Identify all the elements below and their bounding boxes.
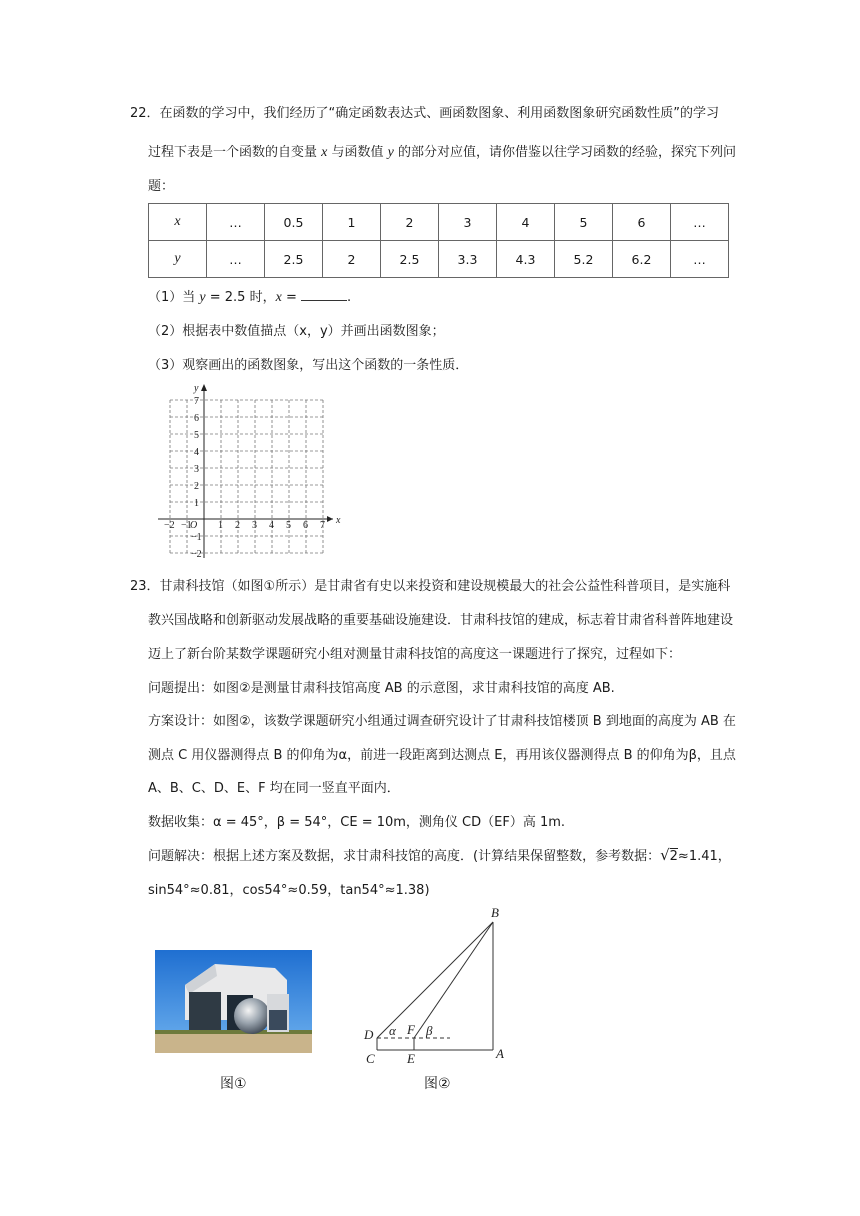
label-beta: β <box>426 1023 433 1038</box>
y-tick-label: 5 <box>194 430 199 441</box>
table-cell: 3 <box>439 204 497 241</box>
x-tick-label: 4 <box>269 520 274 531</box>
label-b: B <box>491 905 499 920</box>
q22-sub-3: （3）观察画出的函数图象，写出这个函数的一条性质． <box>148 358 469 373</box>
table-cell: y <box>149 241 207 278</box>
axes <box>158 386 333 558</box>
figure-1-caption: 图① <box>220 1076 247 1092</box>
label-a: A <box>496 1046 504 1061</box>
x-tick-label: 6 <box>303 520 308 531</box>
y-tick-label: 1 <box>194 498 199 509</box>
x-tick-label: 2 <box>235 520 240 531</box>
table-cell: … <box>671 204 729 241</box>
table-cell: x <box>149 204 207 241</box>
value-table <box>148 203 729 278</box>
geometry-diagram <box>360 900 520 1070</box>
q23-line-9: 问题解决：根据上述方案及数据，求甘肃科技馆的高度．(计算结果保留整数，参考数据：√2≈1.41， <box>148 846 731 864</box>
label-c: C <box>366 1051 375 1066</box>
table-cell: 3.3 <box>439 241 497 278</box>
y-tick-label: 4 <box>194 447 199 458</box>
q22-sub-1: （1）当 y = 2.5 时，x = . <box>148 290 352 305</box>
table-cell: 6.2 <box>613 241 671 278</box>
q23-line-5: 方案设计：如图②，该数学课题研究小组通过调查研究设计了甘肃科技馆楼顶 B 到地面的高度为 AB 在 <box>148 714 736 729</box>
table-row <box>149 204 729 241</box>
table-cell: … <box>207 204 265 241</box>
q23-line-2: 教兴国战略和创新驱动发展战略的重要基础设施建设．甘肃科技馆的建成，标志着甘肃省科普阵地建设 <box>148 613 734 628</box>
science-museum-photo <box>155 950 312 1053</box>
label-e: E <box>407 1051 415 1066</box>
x-tick-label: −1 <box>181 520 192 531</box>
coordinate-grid <box>150 380 350 560</box>
table-cell: 2 <box>381 204 439 241</box>
label-alpha: α <box>389 1023 396 1038</box>
label-f: F <box>407 1022 415 1037</box>
table-cell: … <box>671 241 729 278</box>
y-tick-label: 2 <box>194 481 199 492</box>
table-cell: 2.5 <box>265 241 323 278</box>
y-axis-arrow <box>201 384 207 391</box>
sight-line-alpha <box>377 922 493 1038</box>
table-cell: 2 <box>323 241 381 278</box>
q22-line-3: 题： <box>148 179 175 194</box>
table-cell: 4 <box>497 204 555 241</box>
q23-line-4: 问题提出：如图②是测量甘肃科技馆高度 AB 的示意图，求甘肃科技馆的高度 AB. <box>148 681 615 696</box>
q23-line-7: A、B、C、D、E、F 均在同一竖直平面内． <box>148 781 400 796</box>
q22-line-1: 22．在函数的学习中，我们经历了“确定函数表达式、画函数图象、利用函数图象研究函数性质”的学习 <box>130 106 720 121</box>
y-tick-label: −2 <box>191 549 202 560</box>
table-cell: 4.3 <box>497 241 555 278</box>
table-cell: 0.5 <box>265 204 323 241</box>
label-d: D <box>364 1027 374 1042</box>
x-tick-label: 3 <box>252 520 257 531</box>
x-tick-label: −2 <box>164 520 175 531</box>
q22-sub-2: （2）根据表中数值描点（x，y）并画出函数图象； <box>148 324 445 339</box>
q23-line-8: 数据收集：α = 45°，β = 54°，CE = 10m，测角仪 CD（EF）高 1m. <box>148 815 566 830</box>
q22-line-2: 过程下表是一个函数的自变量 x 与函数值 y 的部分对应值，请你借鉴以往学习函数的经验，探究下列问 <box>148 145 736 160</box>
table-cell: … <box>207 241 265 278</box>
table-cell: 1 <box>323 204 381 241</box>
x-tick-label: 7 <box>320 520 325 531</box>
y-axis-label: y <box>194 383 199 394</box>
sight-line-beta <box>414 922 493 1038</box>
table-row <box>149 241 729 278</box>
x-tick-label: 1 <box>218 520 223 531</box>
table-cell: 6 <box>613 204 671 241</box>
figure-2-caption: 图② <box>424 1076 451 1092</box>
y-tick-label: −1 <box>191 532 202 543</box>
origin-label: O <box>190 520 198 531</box>
table-cell: 5 <box>555 204 613 241</box>
q23-line-10: sin54°≈0.81，cos54°≈0.59，tan54°≈1.38) <box>148 883 430 898</box>
q23-line-6: 测点 C 用仪器测得点 B 的仰角为α，前进一段距离到达测点 E，再用该仪器测得点 B 的仰角为β，且点 <box>148 748 736 763</box>
answer-blank <box>301 288 347 301</box>
x-axis-label: x <box>336 515 341 526</box>
y-tick-label: 6 <box>194 413 199 424</box>
q23-line-1: 23．甘肃科技馆（如图①所示）是甘肃省有史以来投资和建设规模最大的社会公益性科普项目，是实施科 <box>130 579 731 594</box>
y-tick-label: 3 <box>194 464 199 475</box>
table-cell: 2.5 <box>381 241 439 278</box>
x-tick-label: 5 <box>286 520 291 531</box>
y-tick-label: 7 <box>194 396 199 407</box>
x-axis-arrow <box>327 516 333 522</box>
table-cell: 5.2 <box>555 241 613 278</box>
q23-line-3: 迈上了新台阶某数学课题研究小组对测量甘肃科技馆的高度这一课题进行了探究，过程如下： <box>148 647 682 662</box>
